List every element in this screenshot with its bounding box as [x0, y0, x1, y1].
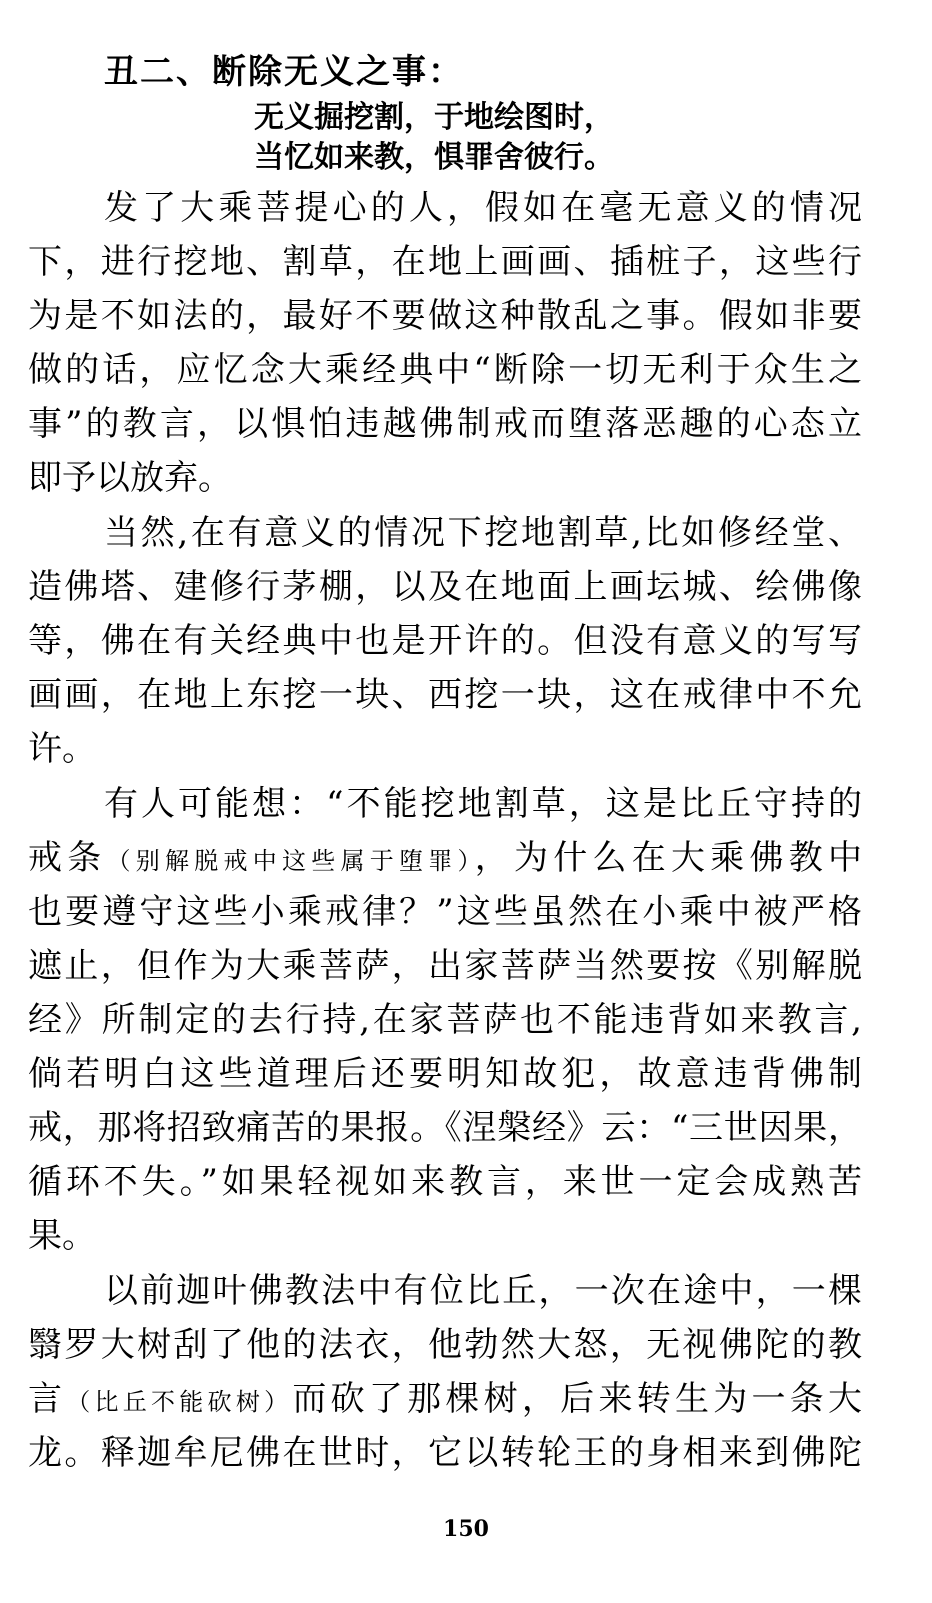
text-line: 有人可能想：“不能挖地割草，这是比丘守持的 [104, 784, 862, 824]
text-line: 发了大乘菩提心的人，假如在毫无意义的情况 [104, 188, 862, 228]
section-heading: 丑二、断除无义之事： [104, 52, 464, 92]
inline-note: （比丘不能砍树） [66, 1388, 293, 1416]
text-line: 下，进行挖地、割草，在地上画画、插桩子，这些行 [28, 242, 862, 282]
text-line: 以前迦叶佛教法中有位比丘，一次在途中，一棵 [104, 1271, 862, 1311]
inline-note: （别解脱戒中这些属于堕罪） [106, 847, 475, 875]
text-line: 果。 [28, 1216, 96, 1256]
text-line: 龙。释迦牟尼佛在世时，它以转轮王的身相来到佛陀 [28, 1433, 862, 1473]
text-line-with-note: 言（比丘不能砍树）而砍了那棵树，后来转生为一条大 [28, 1379, 863, 1419]
text-line: 当然,在有意义的情况下挖地割草,比如修经堂、 [104, 513, 862, 553]
text-line: 翳罗大树刮了他的法衣，他勃然大怒，无视佛陀的教 [28, 1325, 862, 1365]
text-line: 戒，那将招致痛苦的果报。《涅槃经》云：“三世因果， [28, 1108, 862, 1148]
text-line: 许。 [28, 729, 96, 769]
text-line: 做的话，应忆念大乘经典中“断除一切无利于众生之 [28, 350, 862, 390]
text-line: 遮止，但作为大乘菩萨，出家菩萨当然要按《别解脱 [28, 946, 862, 986]
text-line: 造佛塔、建修行茅棚，以及在地面上画坛城、绘佛像 [28, 567, 862, 607]
text-line: 等，佛在有关经典中也是开许的。但没有意义的写写 [28, 621, 862, 661]
text-line: 即予以放弃。 [28, 458, 232, 498]
verse-line-2: 当忆如来教，惧罪舍彼行。 [254, 140, 614, 175]
text-line: 倘若明白这些道理后还要明知故犯，故意违背佛制 [28, 1054, 862, 1094]
text-line: 为是不如法的，最好不要做这种散乱之事。假如非要 [28, 296, 862, 336]
text-line: 也要遵守这些小乘戒律？”这些虽然在小乘中被严格 [28, 892, 862, 932]
text-line: 经》所制定的去行持,在家菩萨也不能违背如来教言, [28, 1000, 862, 1040]
text-line: 画画，在地上东挖一块、西挖一块，这在戒律中不允 [28, 675, 862, 715]
verse-line-1: 无义掘挖割，于地绘图时， [254, 100, 614, 135]
text-line-with-note: 戒条（别解脱戒中这些属于堕罪），为什么在大乘佛教中 [28, 838, 862, 878]
text-line: 循环不失。”如果轻视如来教言，来世一定会成熟苦 [28, 1162, 862, 1202]
text-line: 事”的教言，以惧怕违越佛制戒而堕落恶趣的心态立 [28, 404, 862, 444]
page-number: 150 [443, 1516, 489, 1542]
